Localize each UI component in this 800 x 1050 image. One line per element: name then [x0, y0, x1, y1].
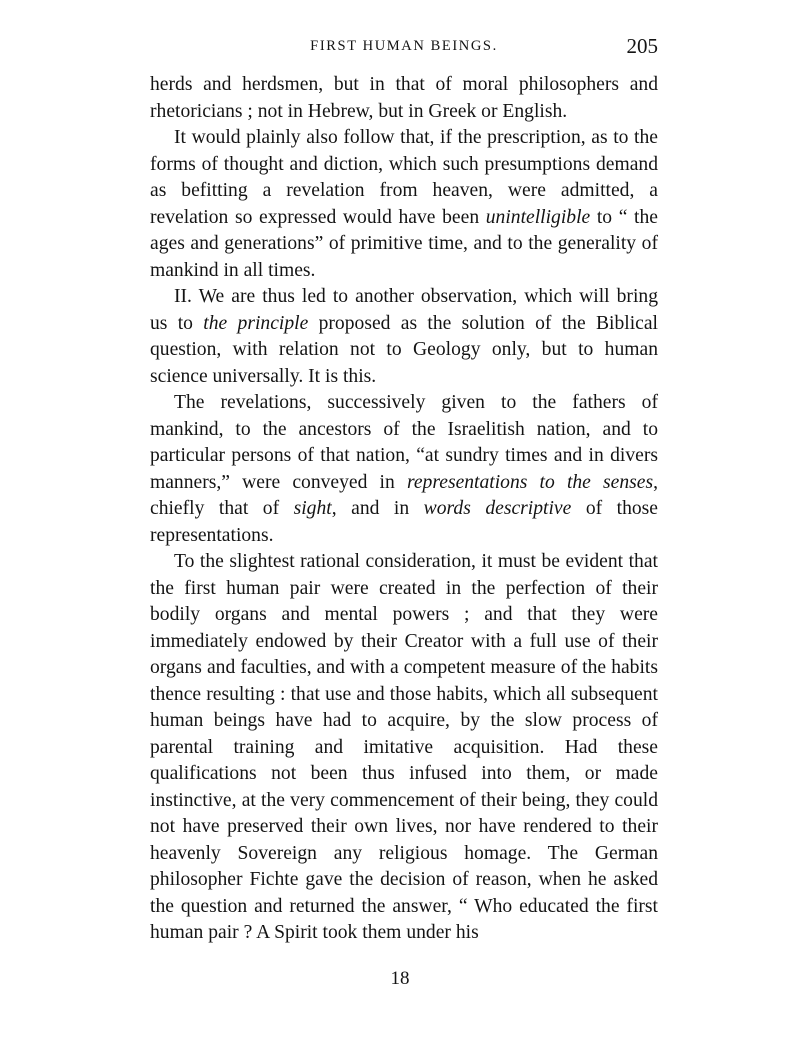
- running-head: FIRST HUMAN BEINGS.: [310, 38, 498, 54]
- page-number: 205: [626, 34, 658, 58]
- paragraph: [150, 390, 658, 549]
- text-run: To the slightest rational consideration, it must be evident that the first human pair were created in the perfection of their bodily organs and mental powers ; and that they were immediately endowed by their Creator with a full use of their organs and faculties, and with a competent measure of the habits thence resulting : that use and those habits, which all subsequent human beings have had to acquire, by the slow process of parental training and imitative acquisition. Had these qualifications not been thus infused into them, or made instinctive, at the very commencement of their being, they could not have preserved their own lives, nor have rendered to their heavenly Sovereign any religious homage. The German philosopher Fichte gave the decision of reason, when he asked the question and returned the answer, “ Who educated the first human pair ? A Spirit took them under his: [150, 551, 658, 943]
- paragraph: [150, 549, 658, 947]
- text-run: of those representations.: [150, 498, 658, 546]
- italic-text: words descriptive: [423, 498, 572, 519]
- signature-mark: 18: [390, 968, 410, 989]
- italic-text: representations to the senses: [406, 471, 654, 493]
- paragraph: [150, 284, 658, 390]
- body-text: [150, 72, 658, 947]
- text-run: proposed as the solution of the Biblical question, with relation not to Geology only, but to human science universally. It is this.: [150, 312, 659, 387]
- text-run: , and in: [331, 498, 424, 519]
- text-run: to “ the ages and generations” of primitive time, and to the generality of mankind in all times.: [150, 206, 658, 281]
- text-run: It would plainly also follow that, if the prescription, as to the forms of thought and diction, which such presumptions demand as befitting a revelation from heaven, were admitted, a revelation so expressed would have been: [150, 127, 658, 228]
- text-run: The revelations, successively given to the fathers of mankind, to the ancestors of the Israelitish nation, and to particular persons of that nation, “at sundry times and in divers manners,” were conveyed in: [150, 392, 658, 493]
- paragraph: [150, 125, 658, 284]
- text-run: , chiefly that of: [150, 471, 658, 519]
- italic-text: unintelligible: [485, 206, 591, 228]
- text-run: herds and herdsmen, but in that of moral philosophers and rhetoricians ; not in Hebrew, but in Greek or English.: [150, 74, 658, 122]
- paragraph: [150, 72, 658, 125]
- page-header: [150, 34, 658, 60]
- text-run: II. We are thus led to another observation, which will bring us to: [150, 286, 658, 334]
- italic-text: the principle: [203, 312, 309, 334]
- italic-text: sight: [293, 498, 332, 519]
